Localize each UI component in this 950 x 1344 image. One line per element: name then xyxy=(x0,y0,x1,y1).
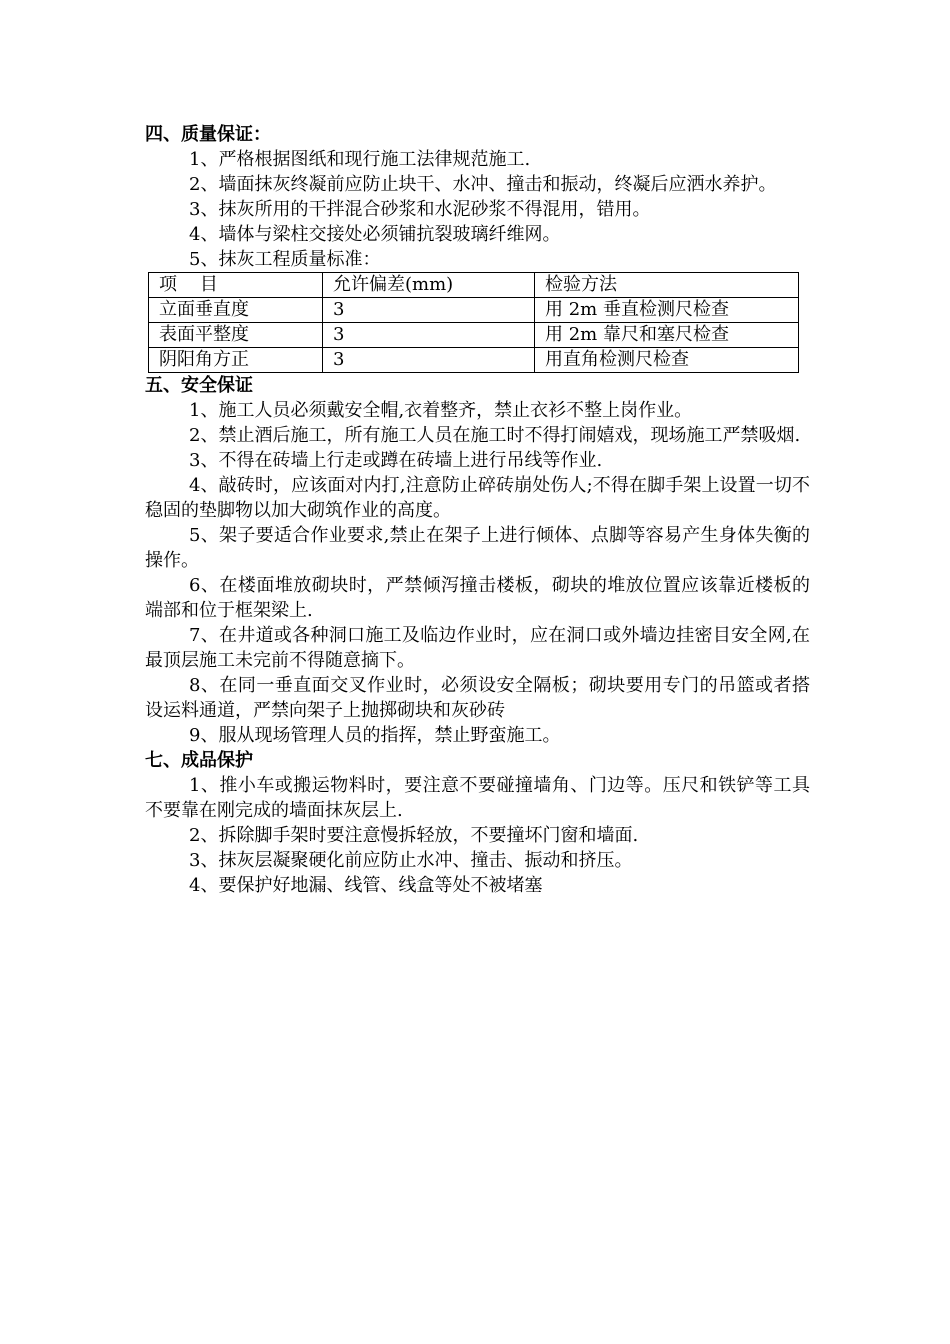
table-cell-method: 用直角检测尺检查 xyxy=(535,348,799,373)
safety-item-2: 2、禁止酒后施工，所有施工人员在施工时不得打闹嬉戏，现场施工严禁吸烟. xyxy=(189,425,801,446)
safety-heading: 五、安全保证 xyxy=(145,375,253,396)
quality-item-1: 1、严格根据图纸和现行施工法律规范施工. xyxy=(189,149,531,170)
table-cell-item: 阴阳角方正 xyxy=(149,348,323,373)
table-row xyxy=(149,298,799,323)
table-cell-tolerance: 3 xyxy=(323,348,535,373)
quality-item-3: 3、抹灰所用的干拌混合砂浆和水泥砂浆不得混用，错用。 xyxy=(189,199,651,220)
document-page xyxy=(145,122,810,898)
table-cell-method: 用 2m 靠尺和塞尺检查 xyxy=(535,323,799,348)
safety-item-7: 7、在井道或各种洞口施工及临边作业时，应在洞口或外墙边挂密目安全网,在最顶层施工未完前不得随意摘下。 xyxy=(145,625,810,671)
quality-item-4: 4、墙体与梁柱交接处必须铺抗裂玻璃纤维网。 xyxy=(189,224,561,245)
table-header-item: 项 目 xyxy=(149,273,323,298)
protection-item-1: 1、推小车或搬运物料时，要注意不要碰撞墙角、门边等。压尺和铁铲等工具不要靠在刚完成的墙面抹灰层上. xyxy=(145,775,810,821)
quality-item-5: 5、抹灰工程质量标准： xyxy=(189,249,381,270)
table-cell-tolerance: 3 xyxy=(323,323,535,348)
table-header-tolerance: 允许偏差(mm) xyxy=(323,273,535,298)
table-header-method: 检验方法 xyxy=(535,273,799,298)
table-cell-method: 用 2m 垂直检测尺检查 xyxy=(535,298,799,323)
safety-item-8: 8、在同一垂直面交叉作业时，必须设安全隔板；砌块要用专门的吊篮或者搭设运料通道，严禁向架子上抛掷砌块和灰砂砖 xyxy=(145,675,810,721)
table-row xyxy=(149,323,799,348)
safety-item-9: 9、服从现场管理人员的指挥，禁止野蛮施工。 xyxy=(189,725,561,746)
protection-heading: 七、成品保护 xyxy=(145,750,253,771)
table-cell-tolerance: 3 xyxy=(323,298,535,323)
table-row xyxy=(149,348,799,373)
safety-item-4: 4、敲砖时，应该面对内打,注意防止碎砖崩处伤人;不得在脚手架上设置一切不稳固的垫脚物以加大砌筑作业的高度。 xyxy=(145,475,810,521)
quality-standard-table xyxy=(148,272,799,373)
table-cell-item: 立面垂直度 xyxy=(149,298,323,323)
table-header-row xyxy=(149,273,799,298)
safety-item-3: 3、不得在砖墙上行走或蹲在砖墙上进行吊线等作业. xyxy=(189,450,603,471)
quality-item-2: 2、墙面抹灰终凝前应防止块干、水冲、撞击和振动，终凝后应洒水养护。 xyxy=(189,174,777,195)
safety-item-6: 6、在楼面堆放砌块时，严禁倾泻撞击楼板，砌块的堆放位置应该靠近楼板的端部和位于框架梁上. xyxy=(145,575,810,621)
protection-item-4: 4、要保护好地漏、线管、线盒等处不被堵塞 xyxy=(189,875,543,896)
quality-heading: 四、质量保证： xyxy=(145,124,271,145)
safety-item-1: 1、施工人员必须戴安全帽,衣着整齐，禁止衣衫不整上岗作业。 xyxy=(189,400,693,421)
safety-item-5: 5、架子要适合作业要求,禁止在架子上进行倾体、点脚等容易产生身体失衡的操作。 xyxy=(145,525,810,571)
protection-item-2: 2、拆除脚手架时要注意慢拆轻放，不要撞坏门窗和墙面. xyxy=(189,825,639,846)
table-cell-item: 表面平整度 xyxy=(149,323,323,348)
protection-item-3: 3、抹灰层凝聚硬化前应防止水冲、撞击、振动和挤压。 xyxy=(189,850,633,871)
